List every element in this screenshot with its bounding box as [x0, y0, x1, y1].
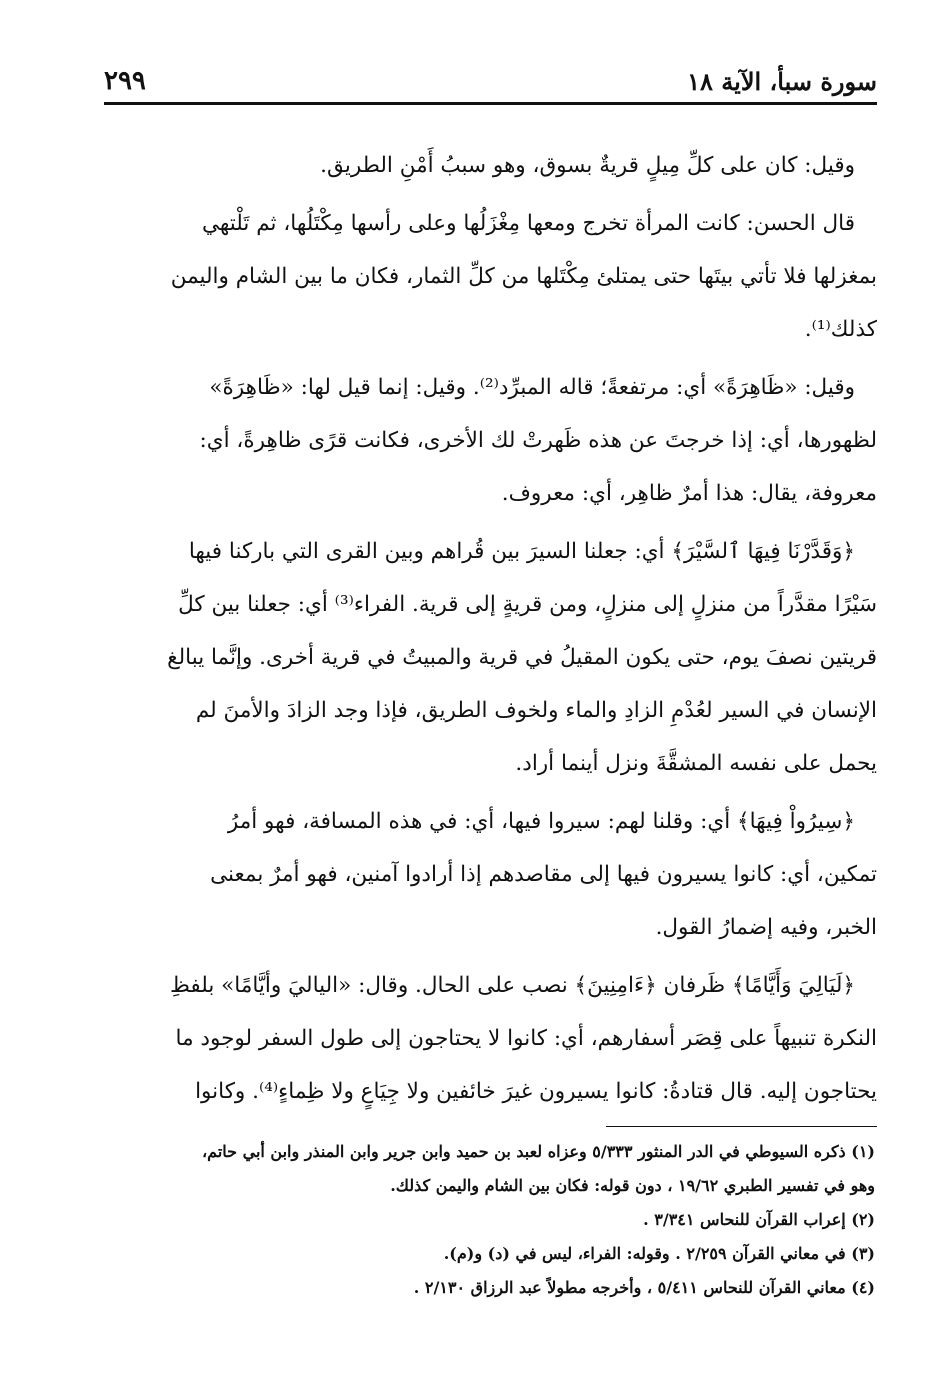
footnote-divider [606, 1126, 877, 1127]
paragraph: ﴿سِيرُواْ فِيهَا﴾ أي: وقلنا لهم: سيروا فيها، أي: في هذه المسافة، فهو أمرُ تمكين، أي: كانوا يسيرون فيها إلى مقاصدهم إذا أرادوا آمنين، فهو أمرٌ بمعنى الخبر، وفيه إضمارُ القول. [210, 809, 877, 940]
footnote: (٢) إعراب القرآن للنحاس ٣/٣٤١ . [643, 1210, 875, 1229]
footnote: (٤) معاني القرآن للنحاس ٥/٤١١ ، وأخرجه مطولاً عبد الرزاق ٢/١٣٠ . [413, 1278, 875, 1297]
footnote: (٣) في معاني القرآن ٢/٢٥٩ . وقوله: الفراء، ليس في (د) و(م). [443, 1244, 875, 1263]
running-title: سورة سبأ، الآية ١٨ [687, 67, 877, 96]
paragraph: قال الحسن: كانت المرأة تخرج ومعها مِغْزَلُها وعلى رأسها مِكْتَلُها، ثم تَلْتهي بمغزلها فلا تأتي بيتَها حتى يمتلئ مِكْتَلها من كلِّ الثمار، فكان ما بين الشام واليمن كذلك⁽¹⁾. [170, 211, 877, 342]
footnote: (١) ذكره السيوطي في الدر المنثور ٥/٣٣٣ وعزاه لعبد بن حميد وابن جرير وابن المنذر وابن أبي حاتم، وهو في تفسير الطبري ١٩/٦٢ ، دون قوله: فكان بين الشام واليمن كذلك. [202, 1142, 875, 1195]
paragraph: ﴿وَقَدَّرْنَا فِيهَا ٱلسَّيْرَ﴾ أي: جعلنا السيرَ بين قُراهم وبين القرى التي باركنا فيها سَيْرًا مقدَّراً من منزلٍ إلى منزلٍ، ومن قريةٍ إلى قرية. الفراء⁽³⁾ أي: جعلنا بين كلِّ قريتين نصفَ يوم، حتى يكون المقيلُ في قرية والمبيتُ في قرية أخرى. وإنَّما يبالغ الإنسان في السير لعُدْمِ الزادِ والماء ولخوف الطريق، فإذا وجد الزادَ والأمنَ لم يحمل على نفسه المشقَّةَ ونزل أينما أراد. [167, 539, 877, 776]
page-number: ٢٩٩ [104, 66, 146, 96]
main-text [104, 139, 877, 1118]
header-divider [104, 102, 877, 105]
paragraph: وقيل: «ظَاهِرَةً» أي: مرتفعةً؛ قاله المبرِّد⁽²⁾. وقيل: إنما قيل لها: «ظَاهِرَةً» لظهورها، أي: إذا خرجتَ عن هذه ظَهرتْ لك الأخرى، فكانت قرًى ظاهِرةً، أي: معروفة، يقال: هذا أمرٌ ظاهِر، أي: معروف. [199, 375, 877, 506]
paragraph: وقيل: كان على كلِّ مِيلٍ قريةٌ بسوق، وهو سببُ أَمْنِ الطريق. [320, 153, 855, 178]
page-header [104, 58, 877, 96]
paragraph: ﴿لَيَالِيَ وَأَيَّامًا﴾ ظَرفان ﴿ءَامِنِينَ﴾ نصب على الحال. وقال: «الياليَ وأيَّامًا» بلفظِ النكرة تنبيهاً على قِصَر أسفارهم، أي: كانوا لا يحتاجون إلى طول السفر لوجود ما يحتاجون إليه. قال قتادةُ: كانوا يسيرون غيرَ خائفين ولا جِيَاعٍ ولا ظِماءٍ⁽⁴⁾. وكانوا [169, 973, 877, 1104]
footnotes [104, 1135, 877, 1305]
